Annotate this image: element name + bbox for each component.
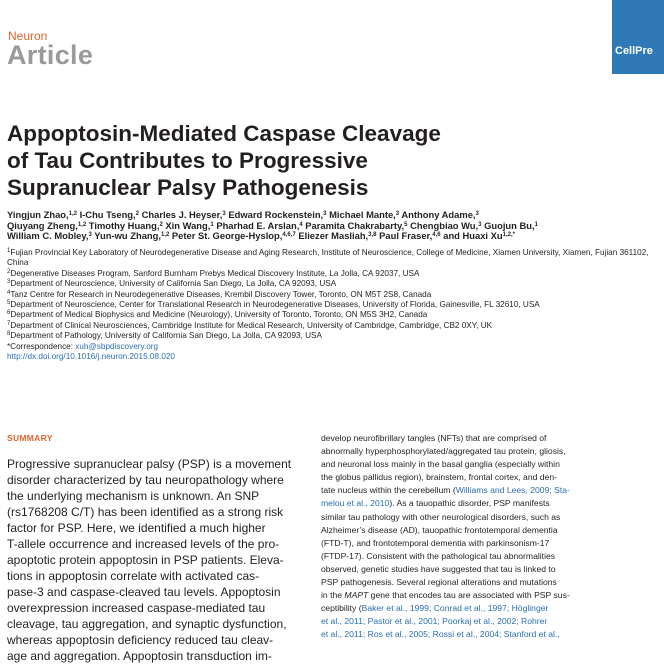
article-type: Article	[7, 40, 94, 70]
author-affiliation-mark: 3	[323, 211, 327, 217]
body-line: tate nucleus within the cerebellum (Williams and Lees, 2009; Sta-	[321, 485, 570, 496]
author-line	[7, 231, 659, 242]
author-affiliation-mark: 5	[404, 221, 408, 228]
summary-line: pase-3 and caspase-cleaved tau levels. Appoptosin	[7, 585, 281, 599]
affiliation: $^2$Degenerative Diseases Program, Sanford Burnham Prebys Medical Discovery Institute, La Jolla, CA 92037, USA	[7, 268, 420, 278]
author-name: Chengbiao Wu,	[407, 219, 479, 231]
summary-line: (rs1768208 C/T) has been identified as a strong risk	[7, 505, 284, 519]
body-line: develop neurofibrillary tangles (NFTs) that are comprised of	[321, 433, 547, 443]
title-line: Appoptosin-Mediated Caspase Cleavage	[7, 121, 441, 146]
author-affiliation-mark: 4,6	[432, 232, 441, 239]
affiliation: $^7$Department of Clinical Neurosciences, Cambridge Institute for Medical Research, University of Cambridge, Cambridge, CB2 0XY, UK	[7, 320, 493, 330]
author-name: Timothy Huang,	[86, 219, 160, 231]
body-line: and neuronal loss mainly in the basal ganglia (especially within	[321, 459, 560, 470]
author-name: Peter St. George-Hyslop,	[169, 230, 283, 242]
author-name: Guojun Bu,	[481, 219, 535, 231]
email-link[interactable]: xuh@sbpdiscovery.org	[75, 341, 159, 351]
author-name: Eliezer Masliah,	[295, 230, 369, 242]
author-name: Charles J. Heyser,	[139, 209, 223, 220]
citation-link[interactable]: Baker et al., 1999; Conrad et al., 1997; Höglinger	[361, 603, 549, 614]
body-line: melou et al., 2010). As a tauopathic disorder, PSP manifests	[321, 498, 550, 509]
author-name: Pharhad E. Arslan,	[213, 219, 300, 231]
summary-line: overexpression increased caspase-mediated tau	[7, 601, 266, 615]
author-name: Edward Rockenstein,	[225, 209, 324, 220]
author-affiliation-mark: 2	[159, 221, 163, 228]
author-name: Paul Fraser,	[376, 230, 433, 242]
journal-name: Neuron	[8, 29, 48, 43]
author-name: Paramita Chakrabarty,	[302, 219, 405, 231]
author-affiliation-mark: 3	[475, 211, 479, 217]
title-line: Supranuclear Palsy Pathogenesis	[7, 175, 369, 200]
body-line: similar tau pathology with other neurological disorders, such as	[321, 511, 561, 522]
body-text-column	[321, 432, 657, 642]
body-line: Alzheimer’s disease (AD), tauopathic frontotemporal dementia	[321, 524, 558, 535]
author-affiliation-mark: 1	[534, 221, 538, 228]
author-affiliation-mark: 1,2,*	[502, 232, 515, 239]
summary-line: apoptotic protein appoptosin in PSP patients. Eleva-	[7, 553, 284, 567]
body-line: (FTDP-17). Consistent with the pathological tau abnormalities	[321, 550, 556, 561]
citation-link[interactable]: et al., 2011; Pastor et al., 2001; Poorkaj et al., 2002; Rohrer	[321, 616, 548, 627]
author-affiliation-mark: 4,6,7	[282, 232, 296, 239]
body-line: PSP pathogenesis. Several regional alterations and mutations	[321, 577, 557, 588]
summary-line: Progressive supranuclear palsy (PSP) is a movement	[7, 457, 292, 471]
author-name: William C. Mobley,	[7, 230, 89, 242]
body-line: abnormally hyperphosphorylated/aggregated tau protein, gliosis,	[321, 446, 566, 457]
author-affiliation-mark: 3	[222, 211, 226, 217]
author-affiliation-mark: 3	[478, 221, 482, 228]
affiliation: $^5$Department of Neuroscience, Center for Translational Research in Neurodegenerative Diseases, University of Florida, Gainesville, FL 32610, USA	[7, 300, 540, 310]
correspondence: *Correspondence: xuh@sbpdiscovery.org	[7, 341, 159, 351]
author-name: I-Chu Tseng,	[76, 209, 136, 220]
summary-line: T-allele occurrence and increased levels of the pro-	[7, 537, 280, 551]
summary-line: factor for PSP. Here, we identified a much higher	[7, 521, 266, 535]
author-affiliation-mark: 2	[135, 211, 139, 217]
affiliations	[7, 248, 659, 362]
author-affiliation-mark: 1	[210, 221, 214, 228]
author-name: Yingjun Zhao,	[7, 209, 69, 220]
doi-link[interactable]: http://dx.doi.org/10.1016/j.neuron.2015.08.020	[7, 352, 175, 362]
title-line: of Tau Contributes to Progressive	[7, 148, 368, 173]
author-affiliation-mark: 1,2	[160, 232, 170, 239]
summary-text	[7, 456, 309, 664]
author-list	[7, 210, 659, 242]
body-line: (FTD-T), and frontotemporal dementia with parkinsonism-17	[321, 537, 550, 548]
summary-line: disorder characterized by tau neuropathology where	[7, 473, 284, 487]
author-name: Anthony Adame,	[399, 209, 476, 220]
summary-line: age and aggregation. Appoptosin transduction im-	[7, 649, 272, 663]
affiliation: $^6$Department of Medical Biophysics and Medicine (Neurology), University of Toronto, Toronto, ON M5S 3H2, Canada	[7, 310, 428, 320]
citation-link[interactable]: Williams and Lees, 2009; Sta-	[455, 485, 570, 496]
affiliation: $^4$Tanz Centre for Research in Neurodegenerative Diseases, Krembil Discovery Tower, Toronto, ON M5T 2S8, Canada	[7, 289, 432, 299]
author-affiliation-mark: 3	[88, 232, 92, 239]
summary-line: tions in appoptosin correlate with activated cas-	[7, 569, 260, 583]
affiliation: $^3$Department of Neuroscience, University of California San Diego, La Jolla, CA 92093, USA	[7, 279, 337, 289]
summary-line: cleavage, tau aggregation, and synaptic dysfunction,	[7, 617, 287, 631]
author-name: and Huaxi Xu	[440, 230, 503, 242]
citation-link[interactable]: et al., 2011; Ros et al., 2005; Rossi et al., 2004; Stanford et al.,	[321, 629, 560, 640]
publisher-logo-text: CellPre	[615, 45, 653, 57]
affiliation: $^8$Department of Pathology, University of California San Diego, La Jolla, CA 92093, USA	[7, 331, 322, 341]
body-line: ceptibility (Baker et al., 1999; Conrad et al., 1997; Höglinger	[321, 603, 549, 614]
summary-line: whereas appoptosin deficiency reduced tau cleav-	[7, 633, 274, 647]
author-affiliation-mark: 3	[395, 211, 400, 217]
author-affiliation-mark: 1,2	[77, 221, 87, 228]
author-affiliation-mark: 1,2	[68, 211, 77, 217]
author-name: Xin Wang,	[162, 219, 211, 231]
affiliation: $^1$Fujian Provincial Key Laboratory of Neurodegenerative Disease and Aging Research, Institute of Neuroscience, College of Medicine, Xiamen University, Xiamen, Fujian 361102, China	[7, 248, 649, 268]
citation-link[interactable]: melou et al., 2010	[321, 498, 390, 509]
author-name: Yun-wu Zhang,	[91, 230, 161, 242]
body-line: observed, genetic studies have suggested that tau is linked to	[321, 563, 556, 574]
summary-line: the underlying mechanism is unknown. An SNP	[7, 489, 260, 503]
body-line: in the MAPT gene that encodes tau are associated with PSP sus-	[321, 590, 570, 601]
author-name: Michael Mante,	[326, 209, 396, 220]
paper-title	[7, 120, 441, 201]
author-affiliation-mark: 3,8	[368, 232, 377, 239]
summary-heading: SUMMARY	[7, 433, 53, 443]
body-line: the globus pallidus region), brainstem, frontal cortex, and den-	[321, 472, 557, 483]
author-affiliation-mark: 4	[299, 221, 303, 228]
author-name: Qiuyang Zheng,	[7, 219, 78, 231]
publisher-logo[interactable]	[612, 0, 664, 74]
